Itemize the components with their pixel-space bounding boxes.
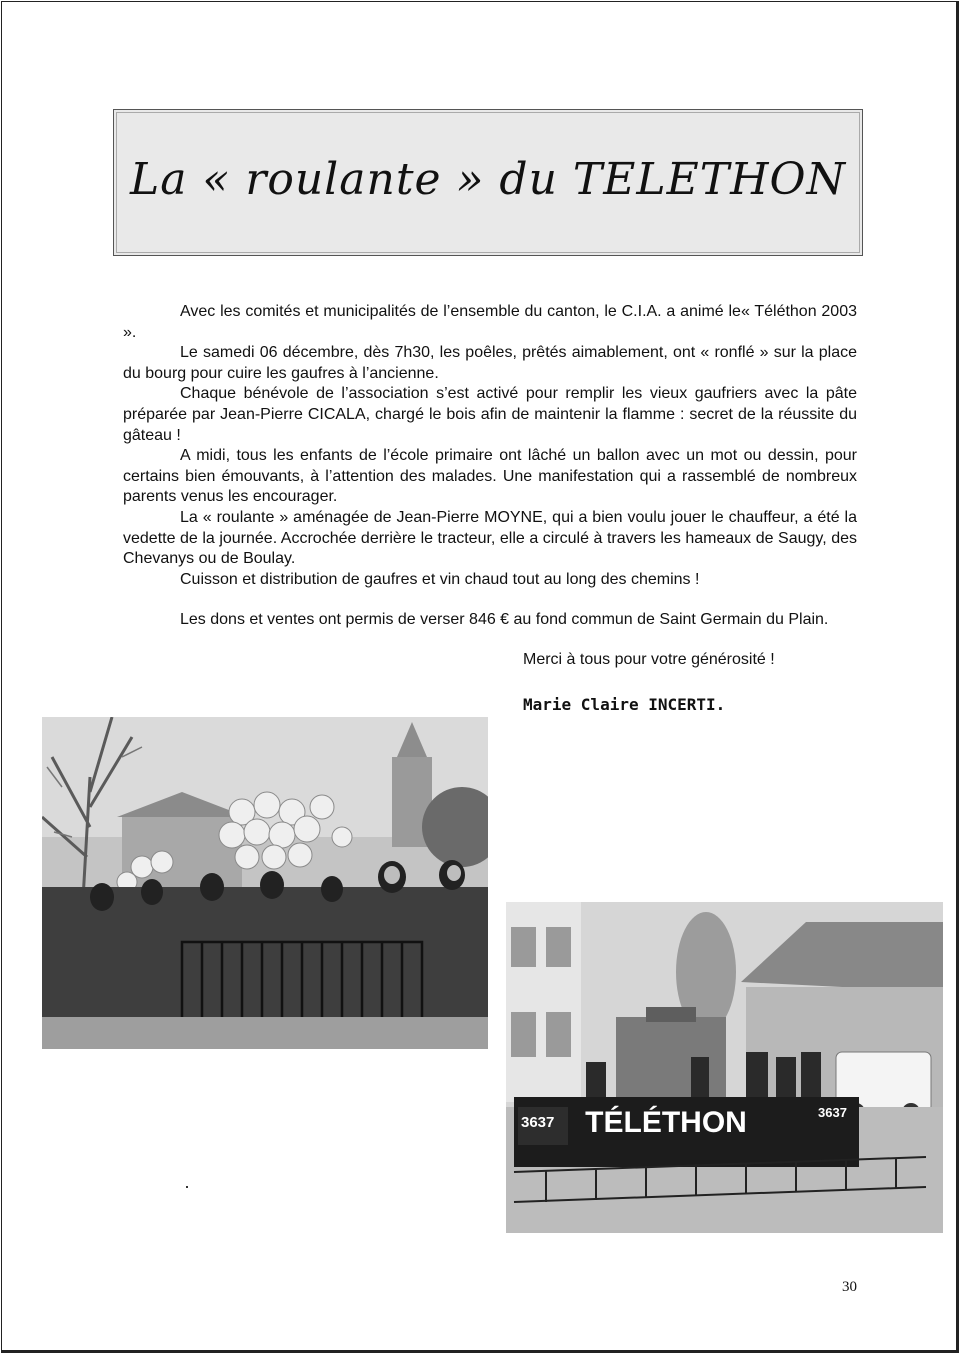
paragraph-donation: Les dons et ventes ont permis de verser 846 € au fond commun de Saint Germain du Plain.	[180, 611, 829, 629]
paragraph-balloons: A midi, tous les enfants de l’école primaire ont lâché un ballon avec un mot ou dessin, pour certains bien émouvants, à l’attention des malades. Une manifestation qui a rassemblé de nombreux parents venus les encourager.	[123, 447, 857, 506]
article-title: La « roulante » du TELETHON	[129, 154, 847, 205]
page-number: 30	[842, 1279, 857, 1295]
paragraph-distribution: Cuisson et distribution de gaufres et vin chaud tout au long des chemins !	[180, 570, 700, 588]
banner-word: TÉLÉTHON	[585, 1106, 747, 1139]
signature: Marie Claire INCERTI.	[523, 695, 726, 714]
photo-balloon-crowd-image	[42, 717, 488, 1049]
banner-number-right: 3637	[818, 1105, 847, 1120]
thanks-line: Merci à tous pour votre générosité !	[523, 651, 775, 668]
paragraph-saturday: Le samedi 06 décembre, dès 7h30, les poêles, prêtés aimablement, ont « ronflé » sur la place du bourg pour cuire les gaufres à l’ancienne.	[123, 344, 857, 382]
photo-balloon-crowd	[42, 717, 488, 1049]
article-body	[123, 302, 857, 631]
stray-dot	[186, 1186, 188, 1188]
title-box	[113, 109, 863, 256]
paragraph-volunteers: Chaque bénévole de l’association s’est activé pour remplir les vieux gaufriers avec la pâte préparée par Jean-Pierre CICALA, chargé le bois afin de maintenir la flamme : secret de la réussite du gâteau !	[123, 385, 857, 444]
banner-number-left: 3637	[521, 1114, 555, 1131]
paragraph-intro: Avec les comités et municipalités de l’ensemble du canton, le C.I.A. a animé le« Téléthon 2003 ».	[123, 303, 857, 341]
paragraph-roulante: La « roulante » aménagée de Jean-Pierre MOYNE, qui a bien voulu jouer le chauffeur, a été la vedette de la journée. Accrochée derrière le tracteur, elle a circulé à travers les hameaux de Saugy, des Chevanys ou de Boulay.	[123, 508, 857, 568]
photo-roulante-image	[506, 902, 943, 1233]
photo-roulante-banner	[506, 902, 943, 1233]
